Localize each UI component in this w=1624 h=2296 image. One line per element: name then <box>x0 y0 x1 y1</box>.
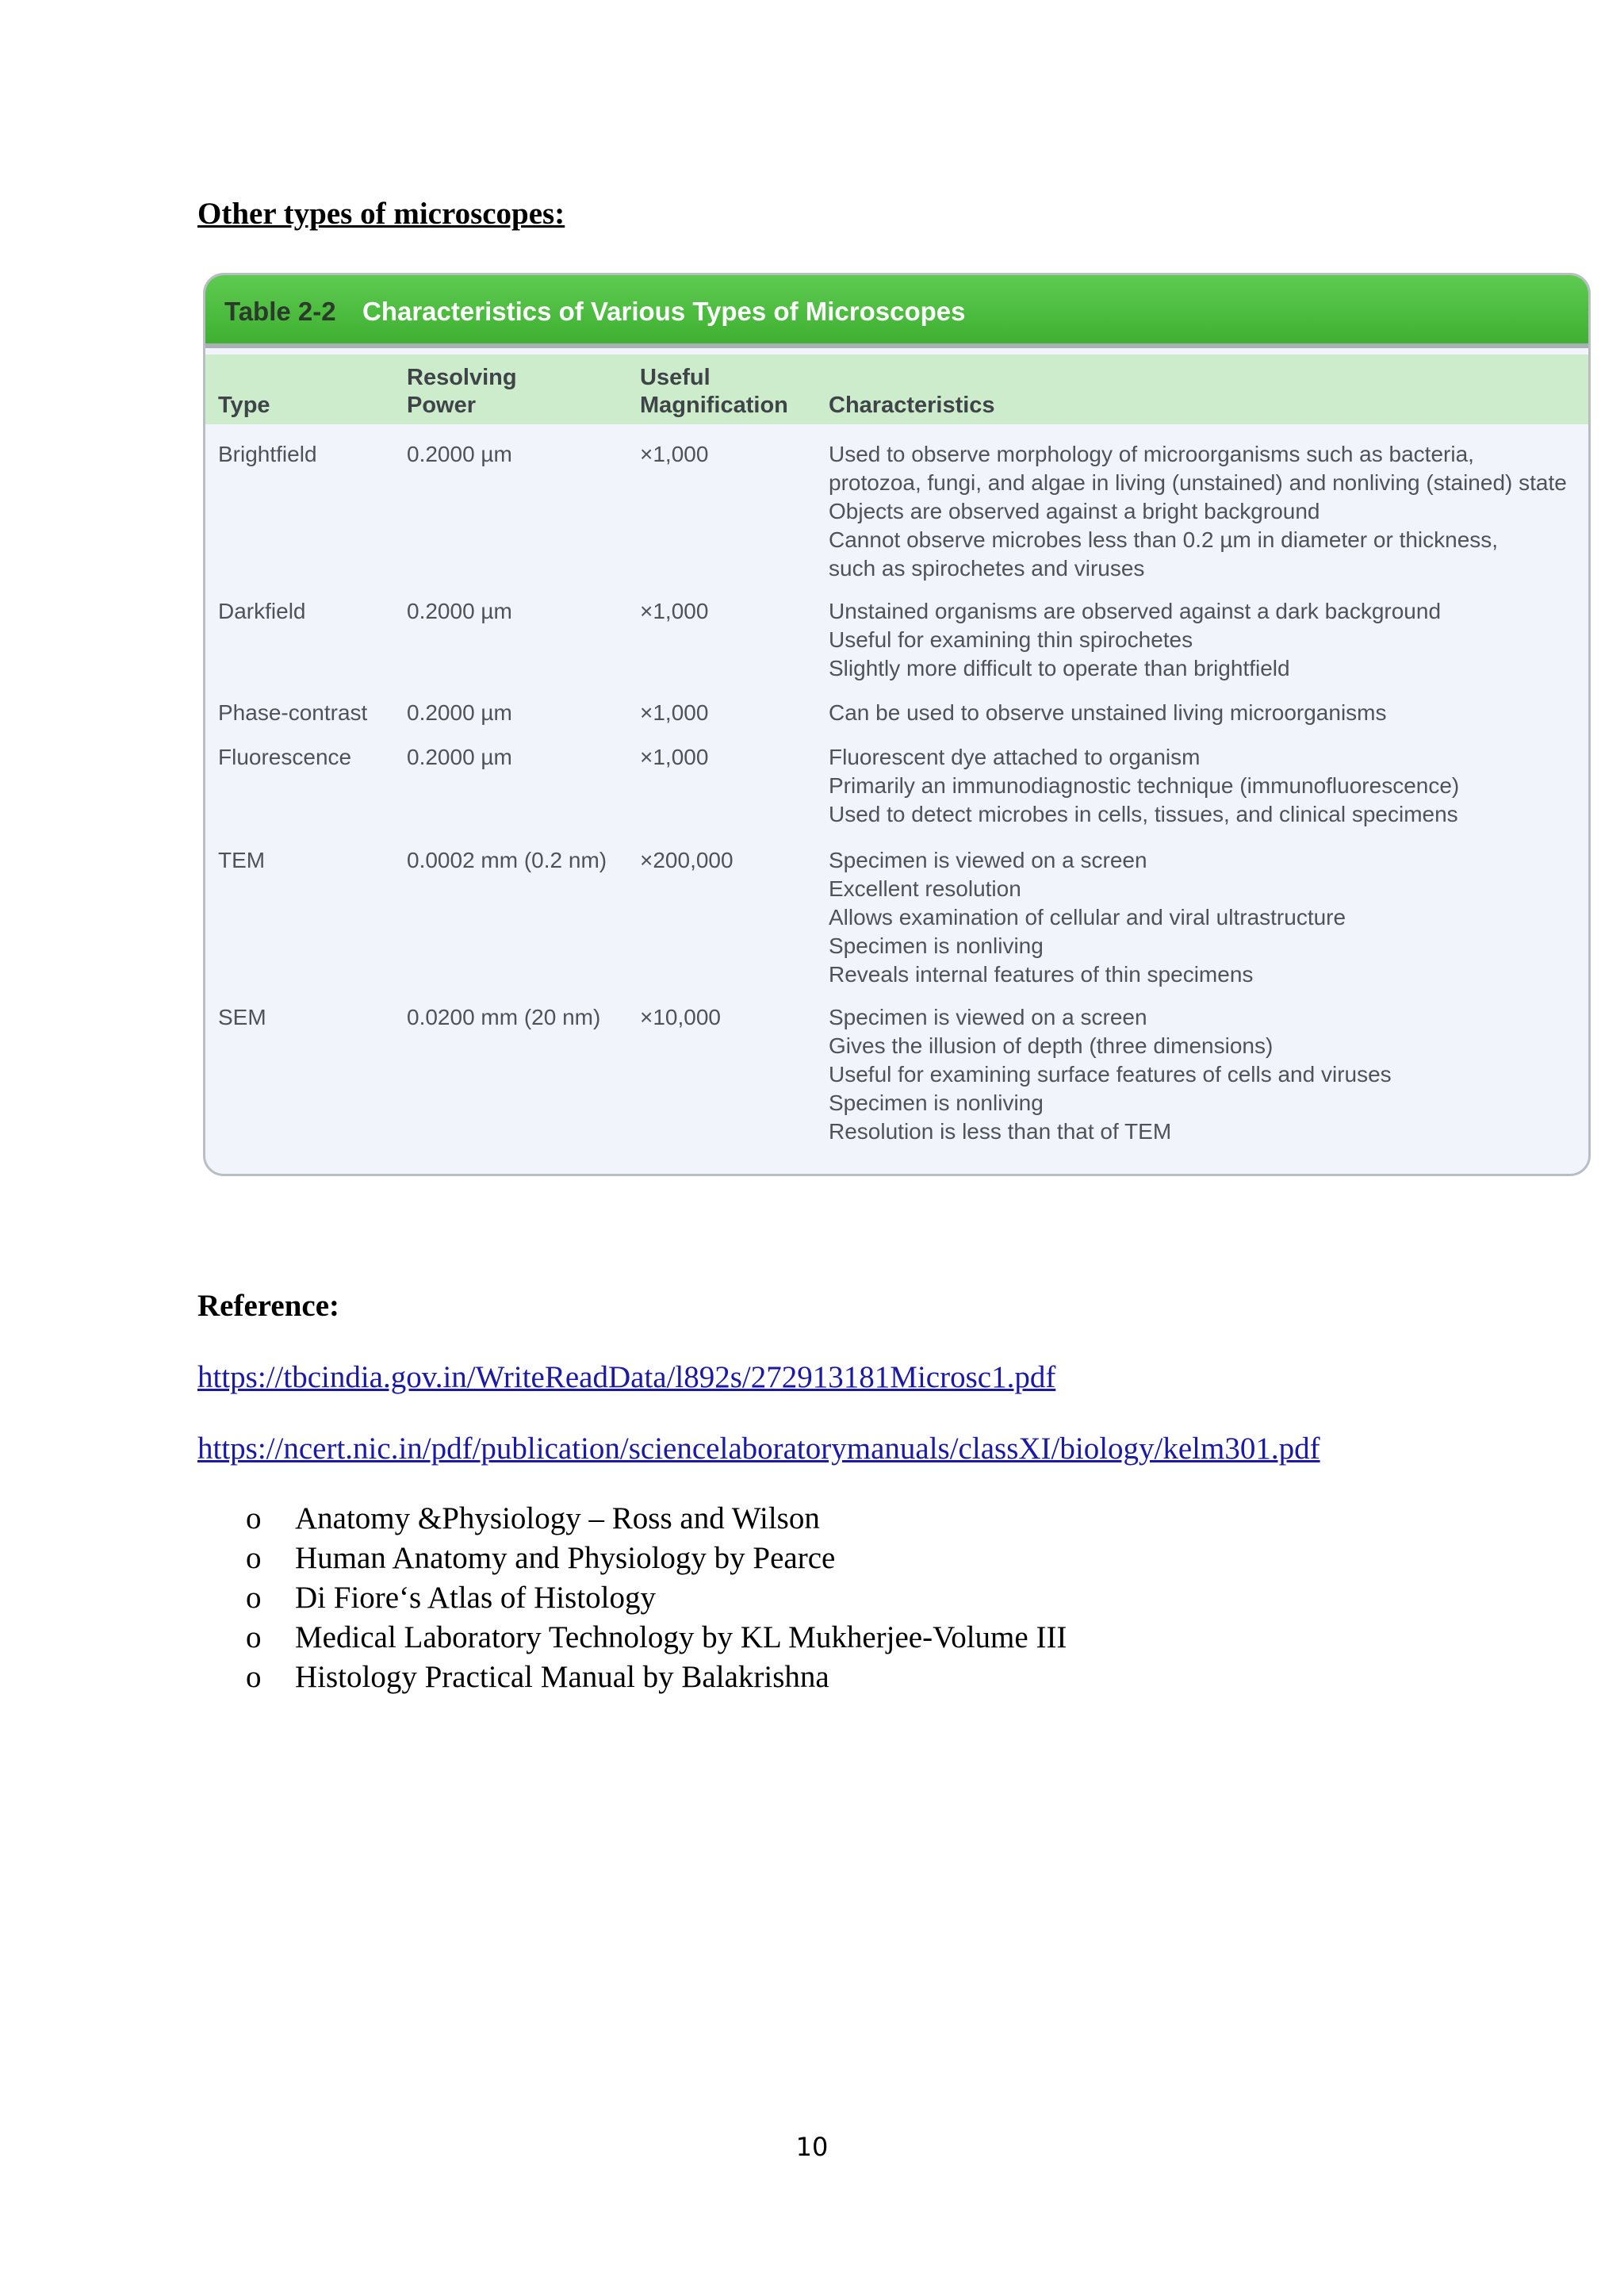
microscope-table-figure <box>203 273 1591 1176</box>
characteristic-line: Objects are observed against a bright background <box>829 499 1320 523</box>
characteristic-line: Allows examination of cellular and viral ultrastructure <box>829 905 1346 930</box>
page-number: 10 <box>795 2132 829 2162</box>
cell-characteristics <box>829 440 1567 583</box>
reference-heading: Reference: <box>197 1289 339 1323</box>
header-magnification-line1: Useful <box>640 365 710 390</box>
header-resolving-line2: Power <box>407 393 477 418</box>
cell-characteristics <box>829 743 1459 829</box>
header-magnification-line2: Magnification <box>640 393 788 418</box>
characteristic-line: such as spirochetes and viruses <box>829 556 1145 581</box>
header-characteristics: Characteristics <box>829 393 995 418</box>
characteristic-line: Slightly more difficult to operate than brightfield <box>829 656 1290 680</box>
characteristic-line: Fluorescent dye attached to organism <box>829 745 1201 769</box>
book-title: Di Fiore‘s Atlas of Histology <box>295 1581 656 1615</box>
characteristic-line: Primarily an immunodiagnostic technique (immunofluorescence) <box>829 773 1460 798</box>
cell-characteristics <box>829 597 1441 683</box>
characteristic-line: Gives the illusion of depth (three dimensions) <box>829 1033 1274 1058</box>
cell-magnification: ×1,000 <box>640 599 709 623</box>
characteristic-line: Reveals internal features of thin specimens <box>829 962 1254 987</box>
cell-type: Phase-contrast <box>218 700 368 725</box>
characteristic-line: Used to observe morphology of microorganisms such as bacteria, <box>829 442 1474 466</box>
table-number: Table 2-2 <box>224 297 336 326</box>
cell-resolving-power: 0.0200 mm (20 nm) <box>407 1005 601 1029</box>
header-useful-magnification <box>640 364 788 420</box>
characteristic-line: Useful for examining surface features of cells and viruses <box>829 1062 1392 1087</box>
bullet-marker: o <box>246 1541 262 1575</box>
cell-characteristics <box>829 699 1387 727</box>
cell-type: Darkfield <box>218 599 306 623</box>
cell-magnification: ×200,000 <box>640 848 733 872</box>
characteristic-line: Used to detect microbes in cells, tissues, and clinical specimens <box>829 802 1458 826</box>
reference-link-tbcindia[interactable]: https://tbcindia.gov.in/WriteReadData/l892s/272913181Microsc1.pdf <box>197 1360 1056 1394</box>
characteristic-line: Unstained organisms are observed against a dark background <box>829 599 1442 623</box>
table-title-banner <box>205 275 1588 348</box>
characteristic-line: Cannot observe microbes less than 0.2 µm in diameter or thickness, <box>829 527 1499 552</box>
header-resolving-line1: Resolving <box>407 365 517 390</box>
characteristic-line: Specimen is nonliving <box>829 1091 1044 1115</box>
book-title: Medical Laboratory Technology by KL Mukherjee-Volume III <box>295 1620 1067 1654</box>
table-header-row <box>205 355 1588 424</box>
characteristic-line: protozoa, fungi, and algae in living (unstained) and nonliving (stained) state <box>829 470 1567 495</box>
cell-resolving-power: 0.2000 µm <box>407 745 512 769</box>
cell-characteristics <box>829 1003 1392 1146</box>
cell-resolving-power: 0.2000 µm <box>407 700 512 725</box>
cell-type: Brightfield <box>218 442 317 466</box>
bullet-marker: o <box>246 1581 262 1615</box>
cell-type: SEM <box>218 1005 266 1029</box>
book-title: Anatomy &Physiology – Ross and Wilson <box>295 1501 820 1535</box>
cell-characteristics <box>829 846 1346 989</box>
characteristic-line: Resolution is less than that of TEM <box>829 1119 1172 1144</box>
characteristic-line: Useful for examining thin spirochetes <box>829 627 1193 652</box>
cell-resolving-power: 0.2000 µm <box>407 599 512 623</box>
characteristic-line: Specimen is viewed on a screen <box>829 848 1147 872</box>
cell-type: TEM <box>218 848 266 872</box>
cell-magnification: ×10,000 <box>640 1005 721 1029</box>
cell-magnification: ×1,000 <box>640 700 709 725</box>
bullet-marker: o <box>246 1620 262 1654</box>
cell-type: Fluorescence <box>218 745 352 769</box>
characteristic-line: Excellent resolution <box>829 876 1021 901</box>
bullet-marker: o <box>246 1660 262 1694</box>
book-title: Histology Practical Manual by Balakrishna <box>295 1660 829 1694</box>
book-title: Human Anatomy and Physiology by Pearce <box>295 1541 836 1575</box>
reference-link-ncert[interactable]: https://ncert.nic.in/pdf/publication/sciencelaboratorymanuals/classXI/biology/kelm301.pdf <box>197 1432 1320 1466</box>
characteristic-line: Specimen is nonliving <box>829 933 1044 958</box>
cell-magnification: ×1,000 <box>640 745 709 769</box>
header-type: Type <box>218 393 270 418</box>
characteristic-line: Specimen is viewed on a screen <box>829 1005 1147 1029</box>
section-heading: Other types of microscopes: <box>197 197 565 231</box>
cell-magnification: ×1,000 <box>640 442 709 466</box>
cell-resolving-power: 0.2000 µm <box>407 442 512 466</box>
bullet-marker: o <box>246 1501 262 1535</box>
header-resolving-power <box>407 364 517 420</box>
characteristic-line: Can be used to observe unstained living microorganisms <box>829 700 1387 725</box>
table-title: Characteristics of Various Types of Microscopes <box>362 297 966 326</box>
cell-resolving-power: 0.0002 mm (0.2 nm) <box>407 848 607 872</box>
